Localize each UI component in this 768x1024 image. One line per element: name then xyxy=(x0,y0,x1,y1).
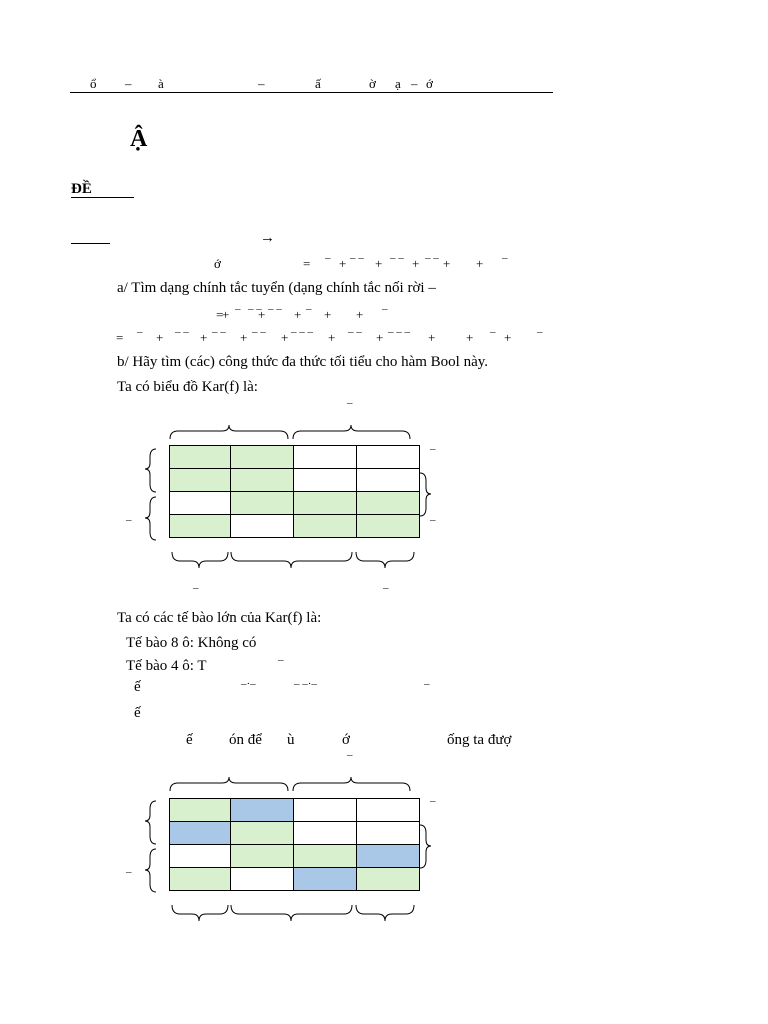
header-fragment: – xyxy=(125,76,132,91)
plus-sign: + xyxy=(476,256,484,271)
text-fragment: ống ta đượ xyxy=(447,732,512,748)
header-fragment: ổ xyxy=(90,76,97,91)
kmap-cell xyxy=(294,822,357,845)
kmap-cell xyxy=(294,868,357,891)
plus-sign: + xyxy=(200,330,208,345)
header-fragment: ạ xyxy=(395,76,401,91)
fragment-line: ế xyxy=(134,679,141,695)
plus-sign: + xyxy=(356,307,364,322)
plus-sign: + xyxy=(339,256,347,271)
kmap-cell xyxy=(294,845,357,868)
plus-sign: + xyxy=(156,330,164,345)
section-label: ĐỀ xyxy=(71,181,92,197)
kmap-cell xyxy=(170,469,231,492)
kmap-cell xyxy=(231,515,294,538)
kmap-cell xyxy=(294,799,357,822)
kmap-cell xyxy=(170,822,231,845)
karnaugh-map-1 xyxy=(169,445,420,538)
kmap-cell xyxy=(231,822,294,845)
kmap-cell xyxy=(231,469,294,492)
kmap-cell xyxy=(294,515,357,538)
big-cells-heading: Ta có các tế bào lớn của Kar(f) là: xyxy=(117,610,322,626)
fragment-line: ế xyxy=(134,705,141,721)
kmap-cell xyxy=(294,469,357,492)
kmap-cell xyxy=(231,446,294,469)
plus-sign: + xyxy=(281,330,289,345)
karnaugh-map-2 xyxy=(169,798,420,891)
plus-sign: + xyxy=(376,330,384,345)
plus-sign: + xyxy=(258,307,266,322)
text-fragment: ù xyxy=(287,732,295,748)
question-b: b/ Hãy tìm (các) công thức đa thức tối tiểu cho hàm Bool này. xyxy=(117,354,489,370)
plus-sign: + xyxy=(294,307,302,322)
formula-fragment: ớ xyxy=(214,256,221,271)
kmap-cell xyxy=(170,492,231,515)
kmap-cell xyxy=(357,469,420,492)
header-fragment: ấ xyxy=(315,76,321,91)
page-title: Ậ xyxy=(130,126,148,152)
kmap-cell xyxy=(170,446,231,469)
arrow-symbol: → xyxy=(260,230,275,246)
plus-sign: + xyxy=(412,256,420,271)
plus-sign: + xyxy=(428,330,436,345)
kmap-cell xyxy=(357,492,420,515)
equals-sign: = xyxy=(216,307,224,322)
header-fragment: – xyxy=(411,76,418,91)
kmap-cell xyxy=(357,515,420,538)
kmap-cell xyxy=(170,845,231,868)
cell4-line: Tế bào 4 ô: T xyxy=(126,658,207,674)
kmap-row xyxy=(170,446,420,469)
plus-sign: + xyxy=(240,330,248,345)
kmap-cell xyxy=(231,492,294,515)
cell8-line: Tế bào 8 ô: Không có xyxy=(126,635,257,651)
plus-sign: + xyxy=(375,256,383,271)
kmap-row xyxy=(170,822,420,845)
kmap-cell xyxy=(357,446,420,469)
kmap-cell xyxy=(170,868,231,891)
plus-sign: + xyxy=(504,330,512,345)
kmap-row xyxy=(170,845,420,868)
kmap-cell xyxy=(357,799,420,822)
kmap-cell xyxy=(231,799,294,822)
header-fragment: ớ xyxy=(426,76,433,91)
text-fragment: ớ xyxy=(342,732,350,748)
kmap-row xyxy=(170,492,420,515)
kmap-cell xyxy=(357,868,420,891)
kmap-cell xyxy=(231,845,294,868)
plus-sign: + xyxy=(222,307,230,322)
plus-sign: + xyxy=(324,307,332,322)
header-fragment: à xyxy=(158,76,164,91)
kmap-cell xyxy=(294,492,357,515)
plus-sign: + xyxy=(443,256,451,271)
kmap-cell xyxy=(357,845,420,868)
kmap-row xyxy=(170,799,420,822)
kmap-cell xyxy=(170,515,231,538)
header-fragment: – xyxy=(258,76,265,91)
kmap-row xyxy=(170,868,420,891)
equals-sign: = xyxy=(303,256,311,271)
kmap-row xyxy=(170,515,420,538)
plus-sign: + xyxy=(466,330,474,345)
text-fragment: ế xyxy=(186,732,193,748)
equals-sign: = xyxy=(116,330,124,345)
kmap-row xyxy=(170,469,420,492)
kar-intro: Ta có biểu đồ Kar(f) là: xyxy=(117,379,258,395)
plus-sign: + xyxy=(328,330,336,345)
text-fragment: ón để xyxy=(229,732,262,748)
kmap-cell xyxy=(231,868,294,891)
question-a: a/ Tìm dạng chính tắc tuyển (dạng chính tắc nối rời – xyxy=(117,280,436,296)
kmap-cell xyxy=(170,799,231,822)
header-fragment: ờ xyxy=(369,76,376,91)
kmap-cell xyxy=(294,446,357,469)
kmap-cell xyxy=(357,822,420,845)
